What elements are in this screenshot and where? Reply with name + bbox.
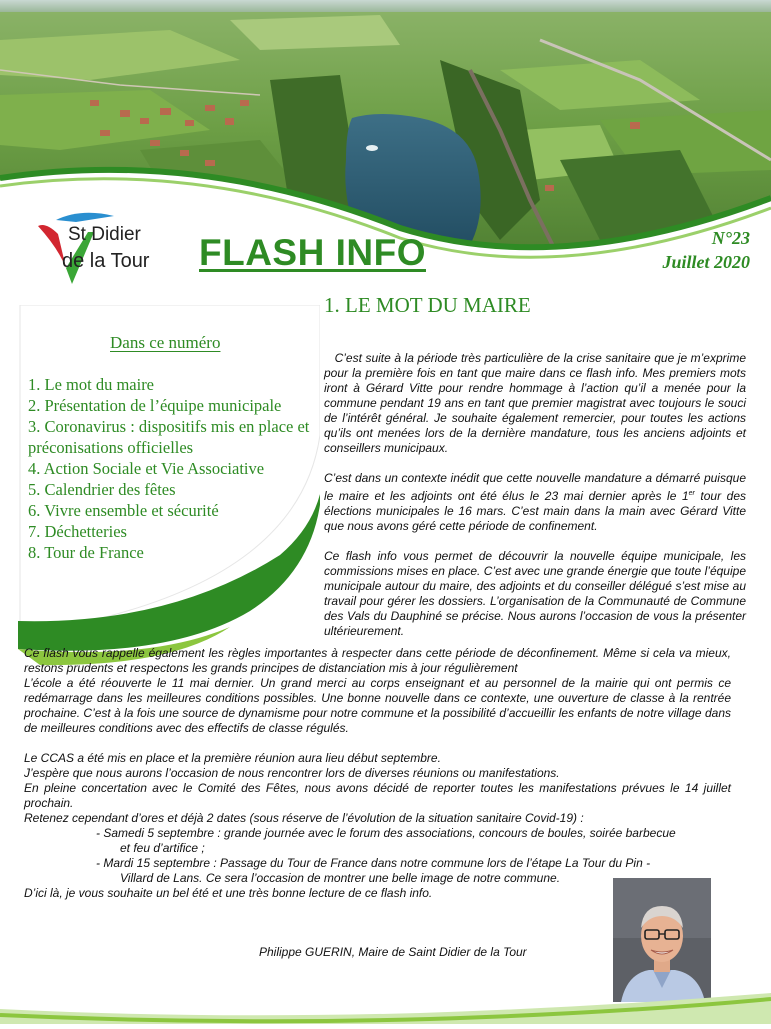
logo-text-line2: de la Tour (62, 250, 150, 272)
event-text: et feu d’artifice ; (120, 841, 205, 855)
section-title: 1. LE MOT DU MAIRE (324, 293, 531, 317)
logo (36, 208, 196, 288)
intro-paragraph (324, 471, 746, 534)
intro-text: tour des élections municipales le 16 mars. C’est main dans la main avec Gérard Vitte que nous avons géré cette période de confinement. (324, 489, 746, 533)
intro-paragraph: C’est suite à la période très particulière de la crise sanitaire que je m’exprime pour la première fois en tant que maire dans ce flash info. Mes premiers mots iront à Gérard Vitte pour rendre hommage à l’action qu’il a menée pour la commune pendant 19 ans en tant que premier magistrat avec toujours le souci de l’intérêt général. Je souhaite également remercier, pour toutes les actions qu’ils ont menées lors de la dernière mandature, tous les anciens adjoints et conseillers municipaux. (324, 351, 750, 455)
spacer (24, 736, 731, 751)
toc-item: 7. Déchetteries (28, 522, 127, 541)
toc-item: 3. Coronavirus : dispositifs mis en place et préconisations officielles (28, 417, 310, 457)
toc-heading: Dans ce numéro (110, 333, 221, 352)
toc-item: 1. Le mot du maire (28, 375, 155, 394)
toc-item: 6. Vivre ensemble et sécurité (28, 501, 219, 520)
newsletter-title: FLASH INFO (199, 232, 426, 273)
toc-list (28, 374, 313, 563)
footer-swoosh (0, 985, 771, 1024)
intro-paragraph: Ce flash info vous permet de découvrir la nouvelle équipe municipale, les commissions mises en place. C’est avec une grande énergie que toute l’équipe municipale autour du maire, des adjoints et du conseiller délégué s’est mise au travail pour gérer les dossiers. L’organisation de la Communauté de Commune des Vals du Dauphiné se précise. Nous aurons l’occasion de vous la présenter ultérieurement. (324, 549, 746, 638)
event-text: Villard de Lans. Ce sera l’occasion de montrer une belle image de notre commune. (120, 871, 561, 885)
body-paragraph: En pleine concertation avec le Comité des Fêtes, nous avons décidé de reporter toutes les manifestations prévues le 14 juillet prochain. (24, 781, 731, 810)
toc-item: 4. Action Sociale et Vie Associative (28, 459, 265, 478)
toc-item: 5. Calendrier des fêtes (28, 480, 176, 499)
intro-text: C’est dans un contexte inédit que cette nouvelle mandature a démarré puisque le maire et les adjoints ont été élus le 23 mai dernier après le 1 (324, 471, 746, 503)
toc-item: 8. Tour de France (28, 543, 144, 562)
mayor-portrait-photo (613, 878, 711, 1002)
event-text: - Samedi 5 septembre : grande journée avec le forum des associations, concours de boules, soirée barbecue (96, 826, 676, 840)
logo-text-line1: St Didier (68, 224, 141, 245)
mayor-intro-text (324, 351, 750, 654)
issue-date: Juillet 2020 (662, 252, 750, 272)
signature: Philippe GUERIN, Maire de Saint Didier de la Tour (259, 945, 527, 959)
body-paragraph: Le CCAS a été mis en place et la première réunion aura lieu début septembre. (24, 751, 441, 765)
toc-item: 2. Présentation de l’équipe municipale (28, 396, 282, 415)
body-paragraph: D’ici là, je vous souhaite un bel été et une très bonne lecture de ce flash info. (24, 886, 433, 900)
footer-decoration (0, 985, 771, 1024)
event-text: - Mardi 15 septembre : Passage du Tour de France dans notre commune lors de l’étape La Tour du Pin - (96, 856, 651, 870)
body-paragraph: Retenez cependant d’ores et déjà 2 dates (sous réserve de l’évolution de la situation sanitaire Covid-19) : (24, 811, 584, 825)
body-paragraph: L’école a été réouverte le 11 mai dernier. Un grand merci au corps enseignant et au personnel de la mairie qui ont permis ce redémarrage dans les meilleures conditions possibles. Une bonne nouvelle dans ce contexte, une ouverture de classe à la rentrée prochaine. C’est à la fois une source de dynamisme pour notre commune et la possibilité d’accueillir les enfants de notre village dans de meilleures conditions avec des effectifs de classe régulés. (24, 676, 731, 735)
portrait-image (613, 878, 711, 1002)
event-item (24, 826, 731, 856)
mayor-letter-body (24, 646, 731, 901)
body-paragraph: J’espère que nous aurons l’occasion de nous rencontrer lors de diverses réunions ou manifestations. (24, 766, 560, 780)
superscript: er (688, 490, 695, 497)
body-paragraph: Ce flash vous rappelle également les règles importantes à respecter dans cette période de déconfinement. Même si cela va mieux, restons prudents et respectons les grands principes de distanciation mis à jour régulièrement (24, 646, 731, 675)
logo-swoosh-graphic (36, 208, 196, 288)
issue-number: N°23 (711, 228, 750, 248)
